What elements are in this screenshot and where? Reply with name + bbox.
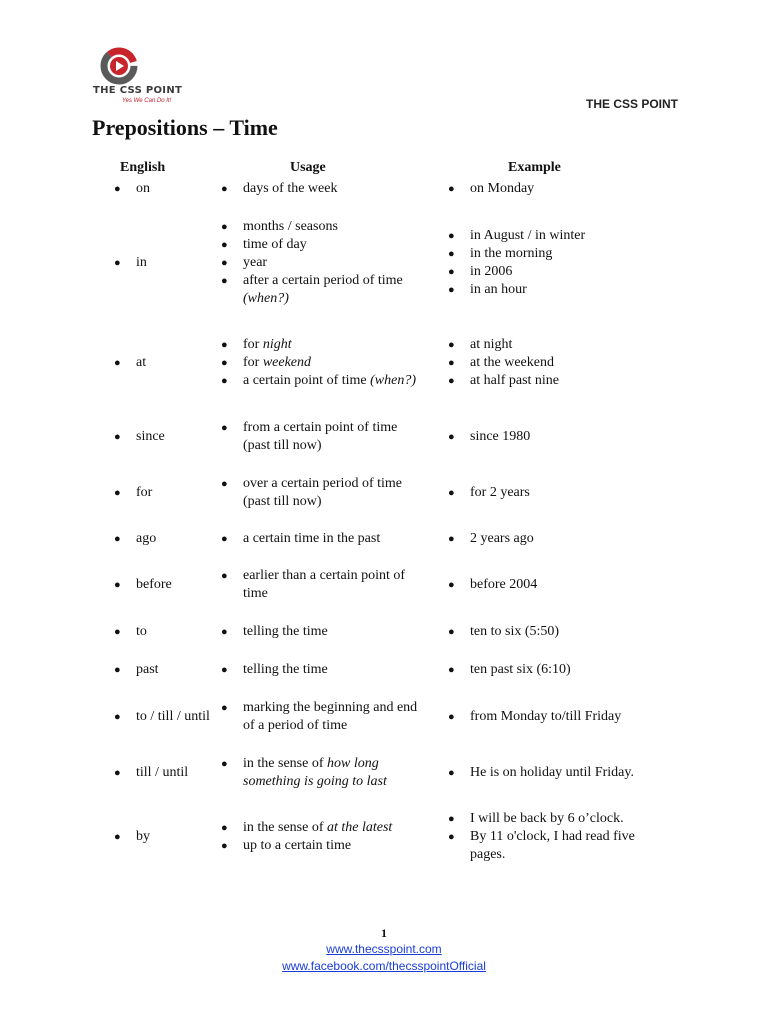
item-text: at half past nine [470, 372, 560, 388]
list-item [219, 819, 427, 837]
list-item [219, 661, 427, 679]
example-cell [446, 622, 661, 642]
bullet-icon: ● [221, 758, 228, 770]
bullet-icon: ● [114, 710, 121, 723]
item-text: earlier than a certain point of time [243, 568, 406, 601]
bullet-icon: ● [448, 374, 455, 387]
logo-tagline: Yes We Can Do It! [122, 98, 172, 104]
bullet-icon: ● [448, 266, 455, 278]
bullet-icon: ● [448, 626, 455, 638]
usage-cell [219, 474, 427, 511]
item-text: after a certain period of time [243, 273, 403, 288]
column-header-english: English [120, 160, 166, 175]
bullet-icon: ● [448, 831, 455, 843]
item-text: at the weekend [470, 354, 554, 370]
list-item [112, 180, 210, 198]
usage-cell [219, 754, 427, 792]
english-cell [112, 566, 210, 604]
bullet-icon: ● [221, 822, 228, 834]
emphasis-text: (when?) [370, 372, 417, 388]
item-text: on [136, 181, 150, 196]
list-item [112, 428, 210, 446]
list-item [446, 263, 661, 281]
list-item [446, 180, 661, 198]
usage-cell [219, 808, 427, 866]
item-text: in August / in winter [470, 228, 586, 243]
item-text: 2 years ago [470, 531, 534, 546]
bullet-icon: ● [221, 570, 228, 582]
list-item [112, 530, 210, 548]
bullet-icon: ● [448, 248, 455, 260]
bullet-icon: ● [114, 356, 121, 369]
bullet-icon: ● [221, 183, 228, 195]
bullet-icon: ● [448, 230, 455, 242]
item-text: before [136, 577, 172, 592]
item-text: ago [136, 531, 157, 546]
table-row [0, 474, 768, 511]
item-text: at night [470, 336, 513, 352]
usage-cell [219, 660, 427, 680]
list-item [446, 484, 661, 502]
item-text: before 2004 [470, 577, 538, 592]
item-text: at [136, 354, 147, 370]
bullet-icon: ● [221, 374, 228, 387]
list-item [112, 254, 210, 272]
usage-cell [219, 566, 427, 604]
usage-cell [219, 697, 427, 736]
example-cell [446, 217, 661, 309]
table-row [0, 180, 768, 198]
bullet-icon: ● [114, 486, 121, 499]
usage-cell [219, 418, 427, 455]
emphasis-text: (when?) [243, 291, 289, 306]
list-item [446, 661, 661, 679]
list-item [446, 428, 661, 446]
bullet-icon: ● [448, 710, 455, 723]
column-header-usage: Usage [290, 160, 326, 175]
list-item [219, 218, 427, 236]
bullet-icon: ● [448, 533, 455, 545]
item-text: till / until [136, 765, 189, 780]
list-item [446, 372, 661, 390]
item-text: over a certain period of time (past till now) [243, 475, 402, 509]
bullet-icon: ● [114, 579, 121, 591]
list-item [446, 281, 661, 299]
bullet-icon: ● [448, 430, 455, 443]
bullet-icon: ● [114, 430, 121, 443]
bullet-icon: ● [221, 421, 228, 434]
brand-name: THE CSS POINT [585, 97, 678, 111]
bullet-icon: ● [114, 767, 121, 779]
emphasis-text: weekend [262, 354, 312, 370]
list-item [446, 828, 661, 864]
item-text: from Monday to/till Friday [470, 708, 622, 724]
item-text: ten to six (5:50) [470, 624, 560, 639]
list-item [446, 245, 661, 263]
usage-cell [219, 180, 427, 198]
bullet-icon: ● [114, 533, 121, 545]
english-cell [112, 754, 210, 792]
item-text: since [136, 428, 165, 444]
table-row [0, 808, 768, 866]
example-cell [446, 754, 661, 792]
emphasis-text: at the latest [326, 820, 393, 835]
bullet-icon: ● [448, 579, 455, 591]
logo-name: THE CSS POINT [93, 85, 183, 96]
list-item [112, 708, 210, 726]
bullet-icon: ● [114, 831, 121, 843]
item-text: telling the time [243, 624, 328, 639]
list-item [446, 530, 661, 548]
bullet-icon: ● [221, 533, 228, 545]
bullet-icon: ● [114, 257, 121, 269]
list-item [219, 180, 427, 198]
usage-cell [219, 326, 427, 399]
table-row [0, 566, 768, 604]
item-text: past [136, 662, 159, 677]
list-item [219, 699, 427, 735]
item-text: for [243, 354, 263, 370]
item-text: time of day [243, 237, 307, 252]
bullet-icon: ● [114, 626, 121, 638]
list-item [219, 623, 427, 641]
page-number: 1 [381, 926, 387, 940]
list-item [219, 272, 427, 308]
list-item [112, 661, 210, 679]
table-row [0, 622, 768, 642]
english-cell [112, 180, 210, 198]
bullet-icon: ● [221, 356, 228, 369]
list-item [219, 236, 427, 254]
bullet-icon: ● [448, 767, 455, 779]
bullet-icon: ● [221, 626, 228, 638]
example-cell [446, 326, 661, 399]
list-item [219, 336, 427, 354]
list-item [219, 354, 427, 372]
list-item [446, 810, 661, 828]
emphasis-text: how long something is going to last [243, 756, 387, 789]
website-link[interactable]: www.thecsspoint.com [326, 942, 442, 956]
facebook-link[interactable]: www.facebook.com/thecsspointOfficial [282, 959, 486, 973]
item-text: since 1980 [470, 428, 531, 444]
column-header-example: Example [508, 160, 561, 175]
english-cell [112, 529, 210, 549]
list-item [219, 254, 427, 272]
emphasis-text: night [262, 336, 292, 352]
list-item [112, 623, 210, 641]
item-text: in the sense of [243, 820, 327, 835]
item-text: on Monday [470, 181, 535, 196]
item-text: year [243, 255, 268, 270]
usage-cell [219, 529, 427, 549]
list-item [219, 837, 427, 855]
item-text: to [136, 624, 147, 639]
list-item [112, 828, 210, 846]
english-cell [112, 697, 210, 736]
bullet-icon: ● [221, 338, 228, 351]
item-text: He is on holiday until Friday. [470, 765, 634, 780]
bullet-icon: ● [221, 257, 228, 269]
bullet-icon: ● [448, 486, 455, 499]
item-text: up to a certain time [243, 838, 352, 853]
list-item [446, 576, 661, 594]
list-item [112, 576, 210, 594]
english-cell [112, 217, 210, 309]
list-item [219, 567, 427, 603]
bullet-icon: ● [448, 813, 455, 825]
english-cell [112, 622, 210, 642]
bullet-icon: ● [448, 338, 455, 351]
bullet-icon: ● [221, 275, 228, 287]
item-text: ten past six (6:10) [470, 662, 571, 677]
table-row [0, 754, 768, 792]
bullet-icon: ● [221, 477, 228, 490]
table-row [0, 326, 768, 399]
list-item [219, 475, 427, 511]
english-cell [112, 326, 210, 399]
item-text: telling the time [243, 662, 328, 677]
item-text: in the sense of [243, 756, 327, 771]
list-item [446, 354, 661, 372]
english-cell [112, 418, 210, 455]
item-text: By 11 o'clock, I had read five pages. [470, 829, 635, 862]
example-cell [446, 474, 661, 511]
bullet-icon: ● [221, 701, 228, 714]
list-item [219, 755, 427, 791]
english-cell [112, 808, 210, 866]
list-item [112, 764, 210, 782]
item-text: by [136, 829, 150, 844]
page-footer [0, 926, 768, 975]
example-cell [446, 808, 661, 866]
item-text: days of the week [243, 181, 338, 196]
list-item [446, 336, 661, 354]
bullet-icon: ● [448, 284, 455, 296]
list-item [446, 764, 661, 782]
list-item [446, 227, 661, 245]
example-cell [446, 418, 661, 455]
example-cell [446, 566, 661, 604]
item-text: in an hour [470, 282, 527, 297]
bullet-icon: ● [221, 239, 228, 251]
list-item [112, 354, 210, 372]
item-text: for 2 years [470, 484, 530, 500]
table-row [0, 660, 768, 680]
item-text: months / seasons [243, 219, 338, 234]
list-item [219, 372, 427, 390]
list-item [446, 623, 661, 641]
list-item [446, 708, 661, 726]
item-text: a certain time in the past [243, 531, 381, 546]
list-item [112, 484, 210, 502]
item-text: to / till / until [136, 708, 210, 724]
item-text: from a certain point of time (past till now) [243, 419, 398, 453]
page-title: Prepositions – Time [92, 115, 278, 140]
item-text: for [243, 336, 263, 352]
bullet-icon: ● [114, 183, 121, 195]
item-text: for [136, 484, 153, 500]
item-text: I will be back by 6 o’clock. [470, 811, 624, 826]
bullet-icon: ● [448, 664, 455, 676]
table-row [0, 217, 768, 309]
item-text: a certain point of time [243, 372, 371, 388]
example-cell [446, 697, 661, 736]
item-text: marking the beginning and end of a period of time [243, 699, 418, 733]
bullet-icon: ● [114, 664, 121, 676]
list-item [219, 419, 427, 455]
example-cell [446, 660, 661, 680]
bullet-icon: ● [448, 356, 455, 369]
english-cell [112, 660, 210, 680]
example-cell [446, 180, 661, 198]
bullet-icon: ● [221, 221, 228, 233]
english-cell [112, 474, 210, 511]
bullet-icon: ● [221, 664, 228, 676]
item-text: in 2006 [470, 264, 513, 279]
usage-cell [219, 622, 427, 642]
item-text: in [136, 255, 147, 270]
table-row [0, 697, 768, 736]
table-row [0, 418, 768, 455]
bullet-icon: ● [448, 183, 455, 195]
list-item [219, 530, 427, 548]
usage-cell [219, 217, 427, 309]
item-text: in the morning [470, 246, 553, 261]
example-cell [446, 529, 661, 549]
table-row [0, 529, 768, 549]
bullet-icon: ● [221, 840, 228, 852]
